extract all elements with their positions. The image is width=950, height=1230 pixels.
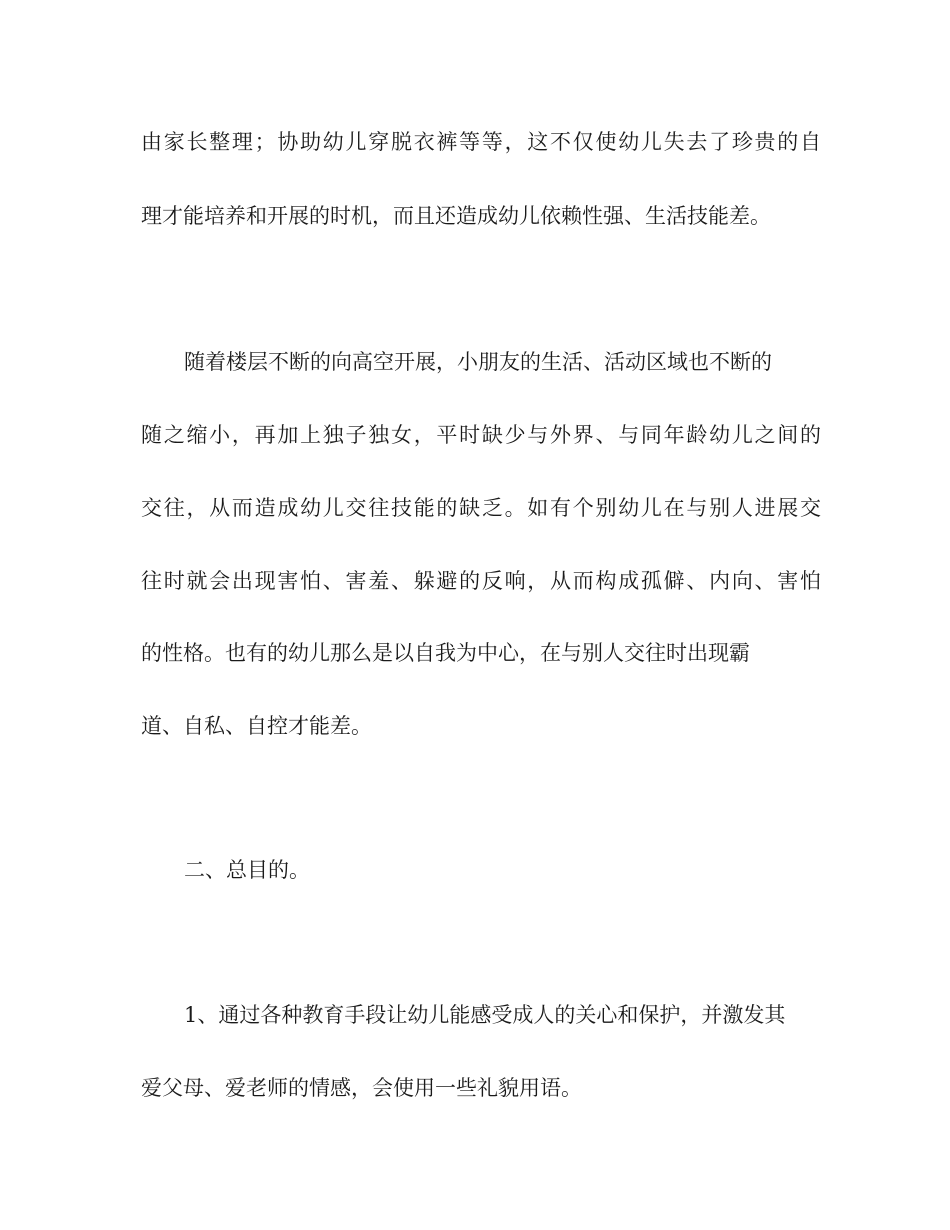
text-line: 的性格。也有的幼儿那么是以自我为中心，在与别人交往时出现霸: [141, 641, 750, 665]
text-line: 1、通过各种教育手段让幼儿能感受成人的关心和保护，并激发其: [184, 1003, 786, 1027]
heading-text: 二、总目的。: [184, 858, 310, 882]
text-line: 道、自私、自控才能差。: [141, 714, 372, 738]
text-line: 理才能培养和开展的时机，而且还造成幼儿依赖性强、生活技能差。: [141, 204, 771, 228]
text-line: 往时就会出现害怕、害羞、躲避的反响，从而构成孤僻、内向、害怕: [141, 569, 821, 593]
text-line: 交往，从而造成幼儿交往技能的缺乏。如有个别幼儿在与别人进展交: [141, 496, 821, 520]
text-line: 由家长整理；协助幼儿穿脱衣裤等等，这不仅使幼儿失去了珍贵的自: [141, 130, 821, 154]
text-line: 爱父母、爱老师的情感，会使用一些礼貌用语。: [141, 1076, 582, 1100]
text-line: 随之缩小，再加上独子独女，平时缺少与外界、与同年龄幼儿之间的: [141, 423, 821, 447]
text-line: 随着楼层不断的向高空开展，小朋友的生活、活动区域也不断的: [184, 350, 772, 374]
